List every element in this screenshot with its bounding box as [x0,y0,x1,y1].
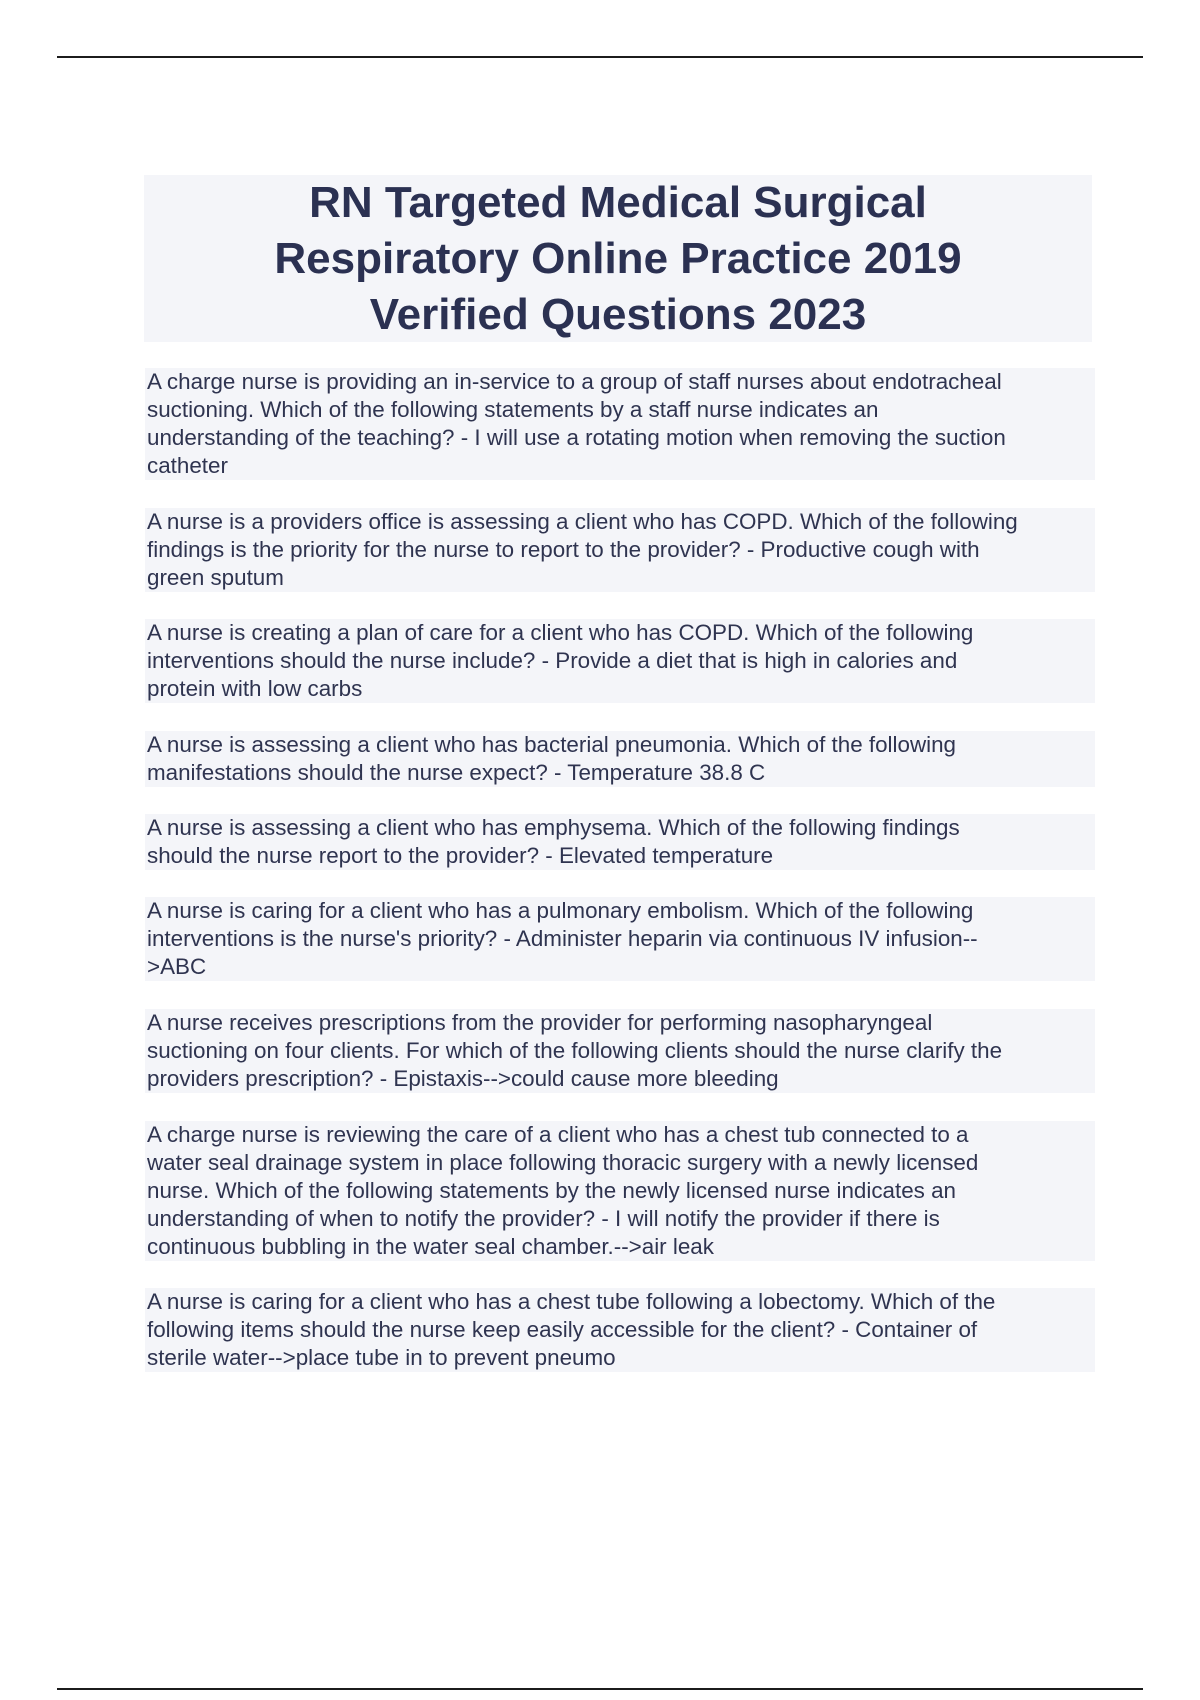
qa-item [145,368,1095,480]
document-title [144,175,1092,342]
title-line-3: Verified Questions 2023 [369,289,867,339]
qa-item [145,619,1095,703]
qa-item [145,731,1095,787]
qa-line: nurse. Which of the following statements by the newly licensed nurse indicates an [147,1178,956,1203]
qa-line: A nurse is creating a plan of care for a client who has COPD. Which of the following [147,620,974,645]
qa-line: A nurse is assessing a client who has bacterial pneumonia. Which of the following [147,732,956,757]
qa-line: A nurse is caring for a client who has a chest tube following a lobectomy. Which of the [147,1289,996,1314]
qa-item [145,897,1095,981]
qa-line: A charge nurse is reviewing the care of a client who has a chest tub connected to a [147,1122,969,1147]
qa-line: should the nurse report to the provider? - Elevated temperature [147,843,774,868]
qa-line: interventions is the nurse's priority? - Administer heparin via continuous IV infusion-- [147,926,978,951]
qa-line: A charge nurse is providing an in-service to a group of staff nurses about endotracheal [147,369,1002,394]
qa-line: following items should the nurse keep easily accessible for the client? - Container of [147,1317,978,1342]
title-line-1: RN Targeted Medical Surgical [309,177,927,227]
qa-line: sterile water-->place tube in to prevent pneumo [147,1345,616,1370]
qa-line: manifestations should the nurse expect? - Temperature 38.8 C [147,760,766,785]
qa-line: interventions should the nurse include? - Provide a diet that is high in calories and [147,648,958,673]
qa-line: suctioning. Which of the following statements by a staff nurse indicates an [147,397,879,422]
bottom-divider [57,1688,1143,1690]
qa-line: understanding of the teaching? - I will use a rotating motion when removing the suction [147,425,1006,450]
qa-item [145,1121,1095,1261]
qa-line: understanding of when to notify the provider? - I will notify the provider if there is [147,1206,940,1231]
qa-line: protein with low carbs [147,676,363,701]
qa-line: continuous bubbling in the water seal chamber.-->air leak [147,1234,714,1259]
qa-item [145,508,1095,592]
qa-line: water seal drainage system in place following thoracic surgery with a newly licensed [147,1150,979,1175]
qa-item [145,1009,1095,1093]
qa-line: findings is the priority for the nurse to report to the provider? - Productive cough with [147,537,980,562]
title-line-2: Respiratory Online Practice 2019 [274,233,962,283]
qa-list [145,368,1095,1372]
qa-line: catheter [147,453,228,478]
qa-line: A nurse is assessing a client who has emphysema. Which of the following findings [147,815,960,840]
qa-line: green sputum [147,565,284,590]
qa-line: A nurse receives prescriptions from the provider for performing nasopharyngeal [147,1010,933,1035]
qa-line: suctioning on four clients. For which of the following clients should the nurse clarify the [147,1038,1003,1063]
qa-line: A nurse is a providers office is assessing a client who has COPD. Which of the following [147,509,1018,534]
qa-item [145,1288,1095,1372]
qa-line: providers prescription? - Epistaxis-->could cause more bleeding [147,1066,779,1091]
qa-line: >ABC [147,954,207,979]
qa-line: A nurse is caring for a client who has a pulmonary embolism. Which of the following [147,898,974,923]
top-divider [57,56,1143,58]
qa-item [145,814,1095,870]
